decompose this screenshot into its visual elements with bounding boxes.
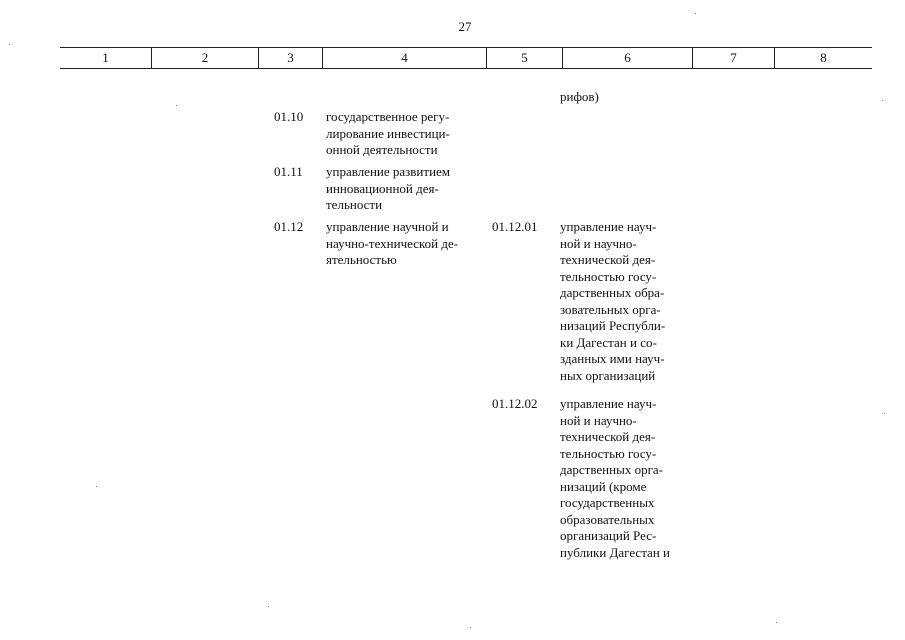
table-cell-description: управление научной и научно-технической де- ятельностью	[326, 219, 459, 267]
table-cell-code: 01.11	[274, 164, 303, 179]
column-header-6: 6	[562, 48, 692, 68]
scan-speck	[96, 486, 97, 487]
column-header-4: 4	[322, 48, 486, 68]
table-cell-continuation: рифов)	[560, 89, 599, 104]
column-header-8: 8	[774, 48, 872, 68]
column-header-3: 3	[258, 48, 322, 68]
scan-speck	[9, 44, 10, 45]
table-cell-subdescription: управление науч- ной и научно- технической дея- тельностью госу- дарственных орга- низаций (кроме государственных образовательных организаций Рес- публики Дагестан и	[560, 396, 670, 560]
scan-speck	[268, 606, 269, 607]
column-header-1: 1	[102, 50, 109, 65]
table-cell-subcode: 01.12.01	[492, 219, 538, 234]
table-cell-description: государственное регу- лирование инвестици- онной деятельности	[326, 109, 450, 157]
scan-speck	[470, 627, 471, 628]
scan-speck	[776, 622, 777, 623]
column-header-2: 2	[151, 48, 258, 68]
table-cell-description: управление развитием инновационной дея- тельности	[326, 164, 451, 212]
table-header-row	[60, 47, 872, 69]
scan-speck	[176, 105, 177, 106]
table-cell-subcode: 01.12.02	[492, 396, 538, 411]
scan-speck	[695, 13, 696, 14]
table-cell-code: 01.10	[274, 109, 304, 124]
scan-speck	[884, 413, 885, 414]
table-cell-code: 01.12	[274, 219, 304, 234]
table-cell-subdescription: управление науч- ной и научно- технической дея- тельностью госу- дарственных обра- зовательных орга- низаций Республи- ки Дагестан и со- зданных ими науч- ных организаций	[560, 219, 666, 383]
column-header-5: 5	[486, 48, 562, 68]
page-number: 27	[458, 19, 472, 34]
scan-speck	[882, 100, 883, 101]
column-header-7: 7	[692, 48, 774, 68]
